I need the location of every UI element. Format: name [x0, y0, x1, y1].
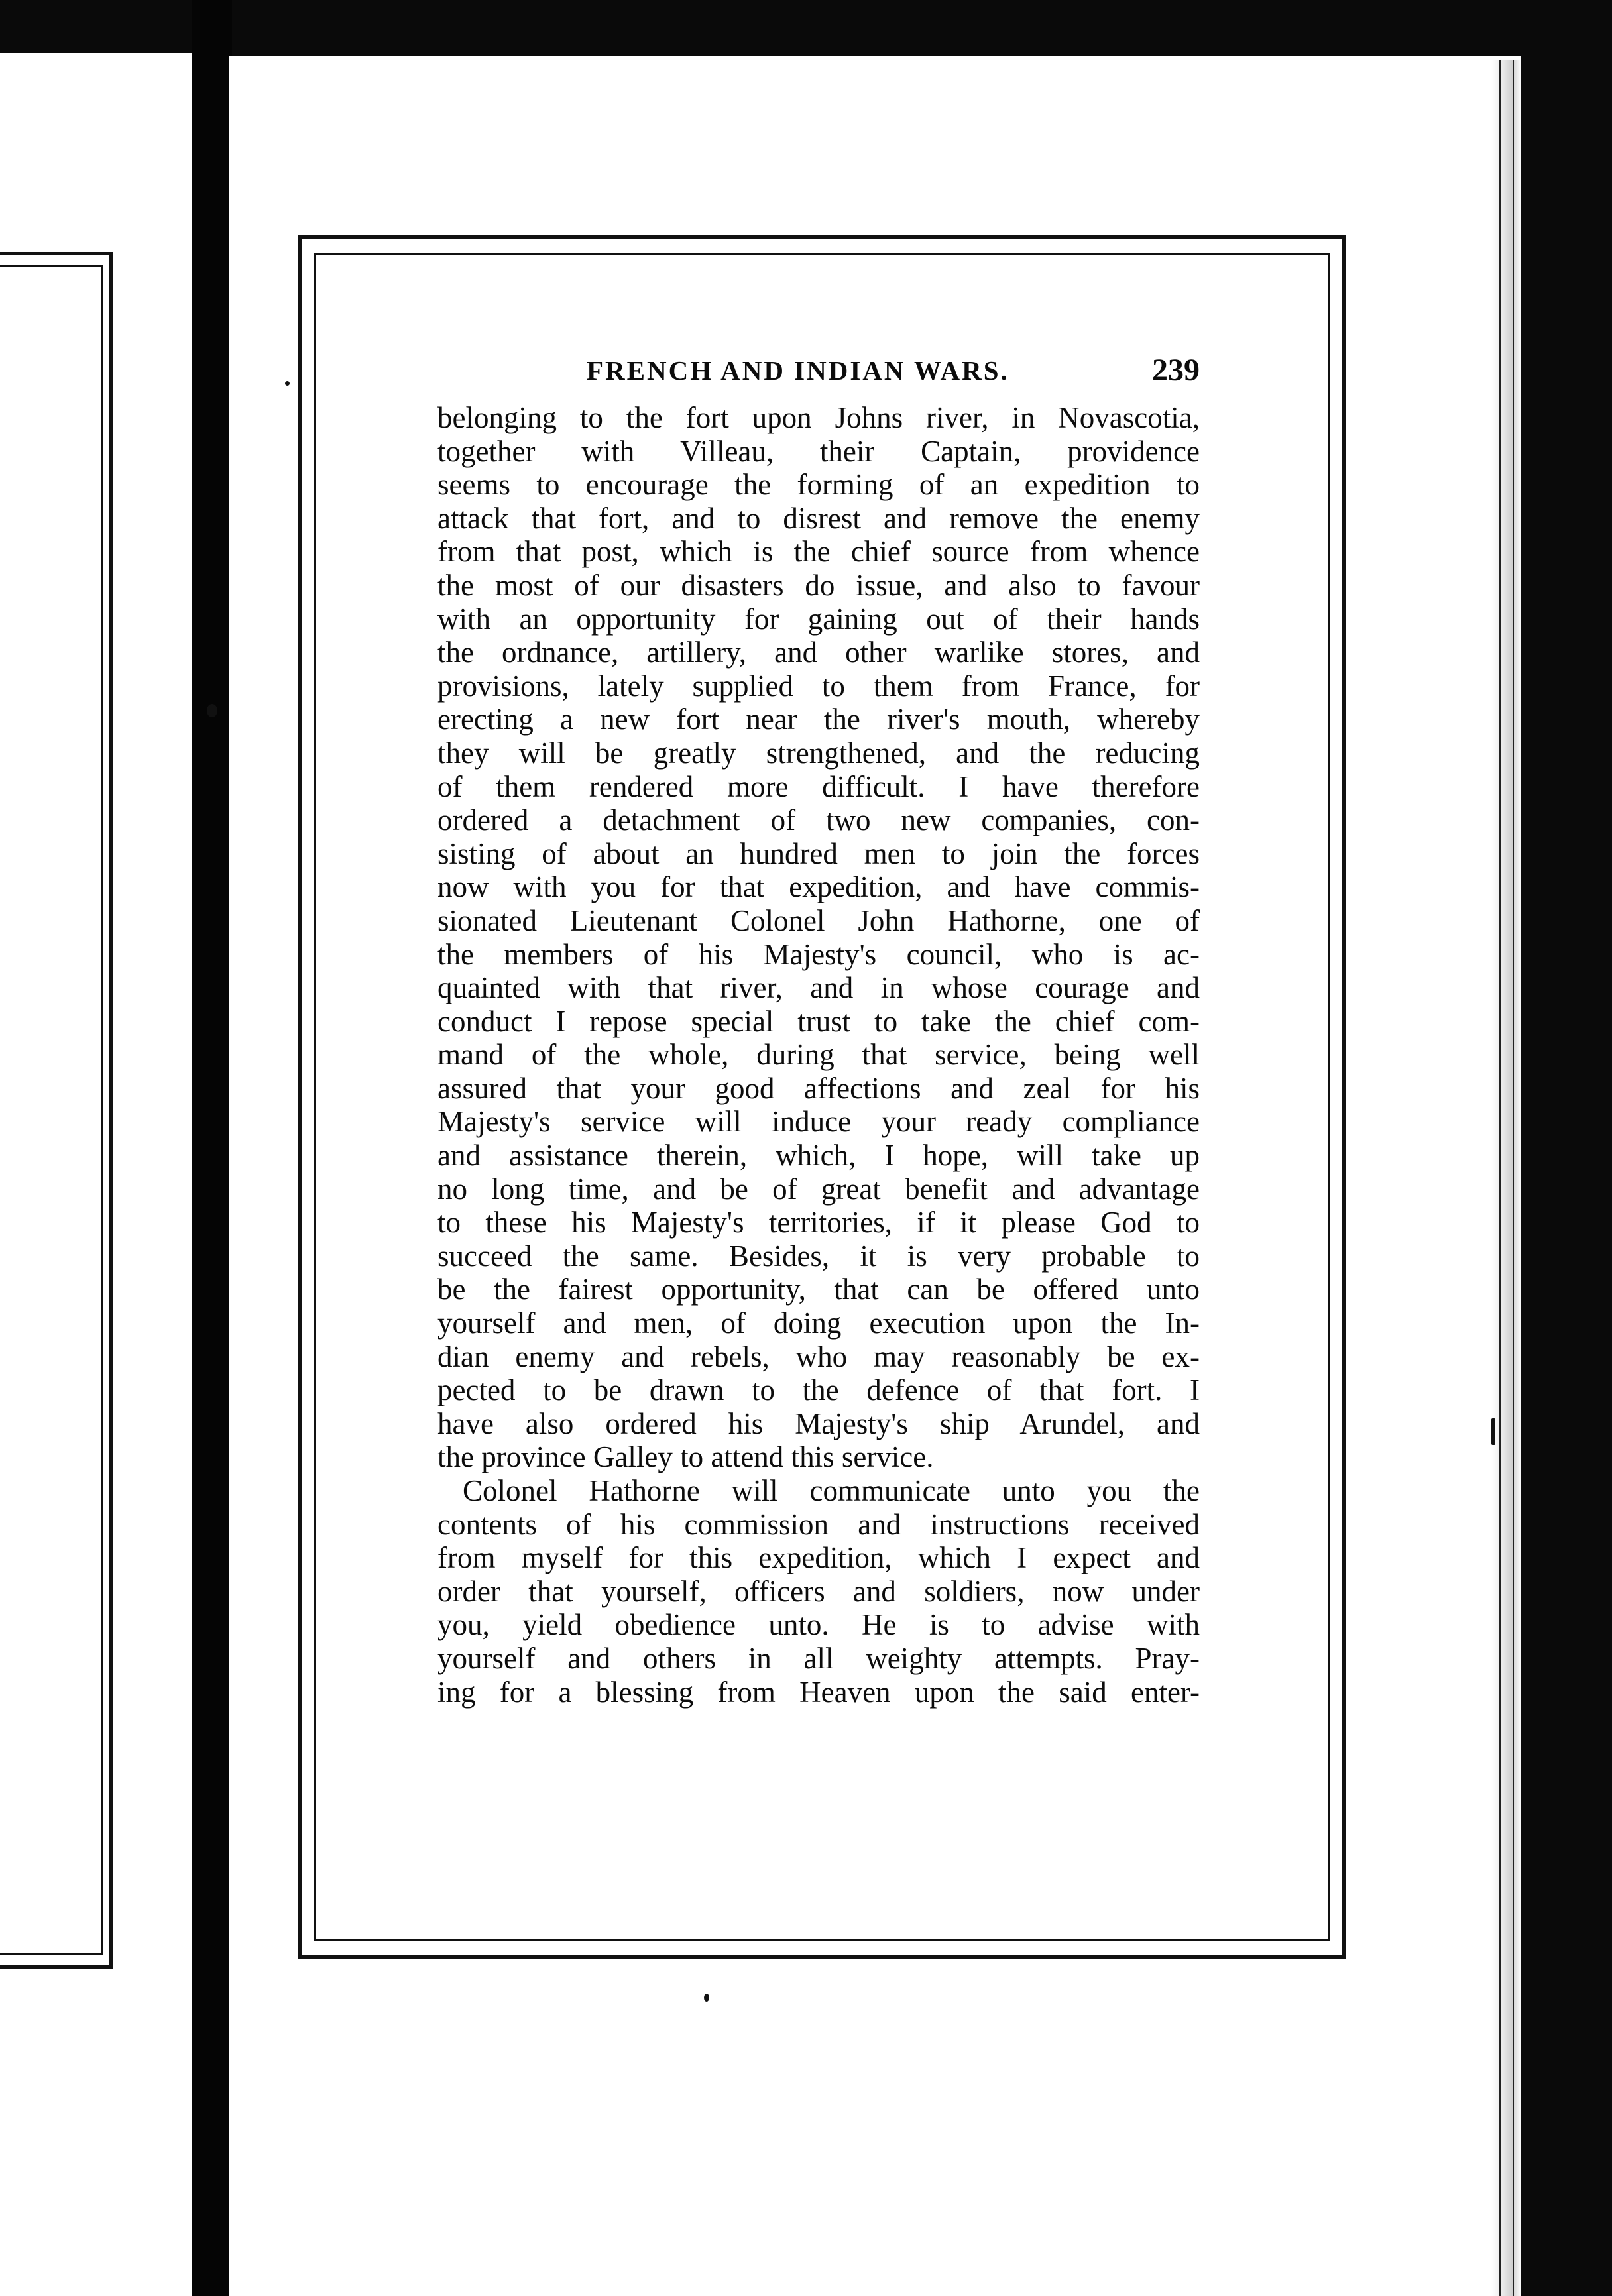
text-line: no long time, and be of great benefit and advantage: [437, 1172, 1200, 1206]
text-line: now with you for that expedition, and have commis-: [437, 870, 1200, 904]
scan-speck: [1491, 1418, 1495, 1445]
book-gutter: [192, 0, 232, 2296]
text-line: mand of the whole, during that service, being well: [437, 1038, 1200, 1072]
text-line: of them rendered more difficult. I have therefore: [437, 770, 1200, 803]
text-line: Colonel Hathorne will communicate unto you the: [463, 1474, 1200, 1507]
text-line: seems to encourage the forming of an expedition to: [437, 468, 1200, 502]
text-line: pected to be drawn to the defence of that fort. I: [437, 1373, 1200, 1407]
text-line: assured that your good affections and zeal for his: [437, 1071, 1200, 1105]
scan-speck: [704, 1994, 709, 2002]
page-number: 239: [1152, 353, 1200, 388]
scan-speck: [207, 704, 217, 717]
text-line: ordered a detachment of two new companies, con-: [437, 803, 1200, 837]
text-line: succeed the same. Besides, it is very probable to: [437, 1239, 1200, 1273]
text-line: conduct I repose special trust to take the chief com-: [437, 1004, 1200, 1038]
text-line: they will be greatly strengthened, and the reducing: [437, 736, 1200, 770]
text-line: contents of his commission and instructions received: [437, 1507, 1200, 1541]
text-line: the members of his Majesty's council, who is ac-: [437, 937, 1200, 971]
text-line: yourself and others in all weighty attempts. Pray-: [437, 1641, 1200, 1675]
text-line: provisions, lately supplied to them from France, for: [437, 669, 1200, 703]
text-line: and assistance therein, which, I hope, will take up: [437, 1139, 1200, 1173]
text-line: the ordnance, artillery, and other warlike stores, and: [437, 636, 1200, 669]
page-edge-line: [1499, 60, 1501, 2296]
running-head: FRENCH AND INDIAN WARS.: [587, 355, 1009, 386]
page-header: [437, 355, 1200, 401]
text-line: have also ordered his Majesty's ship Arundel, and: [437, 1406, 1200, 1440]
scan-speck: [285, 381, 290, 386]
text-line: erecting a new fort near the river's mouth, whereby: [437, 703, 1200, 736]
text-line: sisting of about an hundred men to join the forces: [437, 836, 1200, 870]
text-line: ing for a blessing from Heaven upon the said enter-: [437, 1675, 1200, 1709]
paragraph: [437, 401, 1200, 1474]
text-line: from that post, which is the chief source from whence: [437, 535, 1200, 569]
text-line: yourself and men, of doing execution upon the In-: [437, 1306, 1200, 1340]
body-text: [437, 401, 1200, 1709]
paragraph: [437, 1474, 1200, 1709]
left-page-frame-inner: [0, 265, 103, 1955]
left-page-edge: [0, 53, 192, 2296]
text-line: you, yield obedience unto. He is to advise with: [437, 1608, 1200, 1642]
text-line: sionated Lieutenant Colonel John Hathorne, one of: [437, 903, 1200, 937]
text-line: together with Villeau, their Captain, providence: [437, 434, 1200, 468]
text-line: the province Galley to attend this service.: [437, 1440, 934, 1474]
page-edge-line: [1513, 60, 1514, 2296]
text-line: be the fairest opportunity, that can be offered unto: [437, 1273, 1200, 1306]
text-line: the most of our disasters do issue, and also to favour: [437, 568, 1200, 602]
text-line: quainted with that river, and in whose courage and: [437, 971, 1200, 1005]
text-line: Majesty's service will induce your ready compliance: [437, 1105, 1200, 1139]
text-line: attack that fort, and to disrest and remove the enemy: [437, 501, 1200, 535]
page-edge-shading: [1491, 60, 1521, 2296]
text-line: with an opportunity for gaining out of their hands: [437, 602, 1200, 636]
text-line: from myself for this expedition, which I expect and: [437, 1541, 1200, 1575]
text-line: order that yourself, officers and soldiers, now under: [437, 1574, 1200, 1608]
text-line: dian enemy and rebels, who may reasonably be ex-: [437, 1340, 1200, 1373]
text-line: belonging to the fort upon Johns river, in Novascotia,: [437, 401, 1200, 434]
text-line: to these his Majesty's territories, if it please God to: [437, 1206, 1200, 1239]
